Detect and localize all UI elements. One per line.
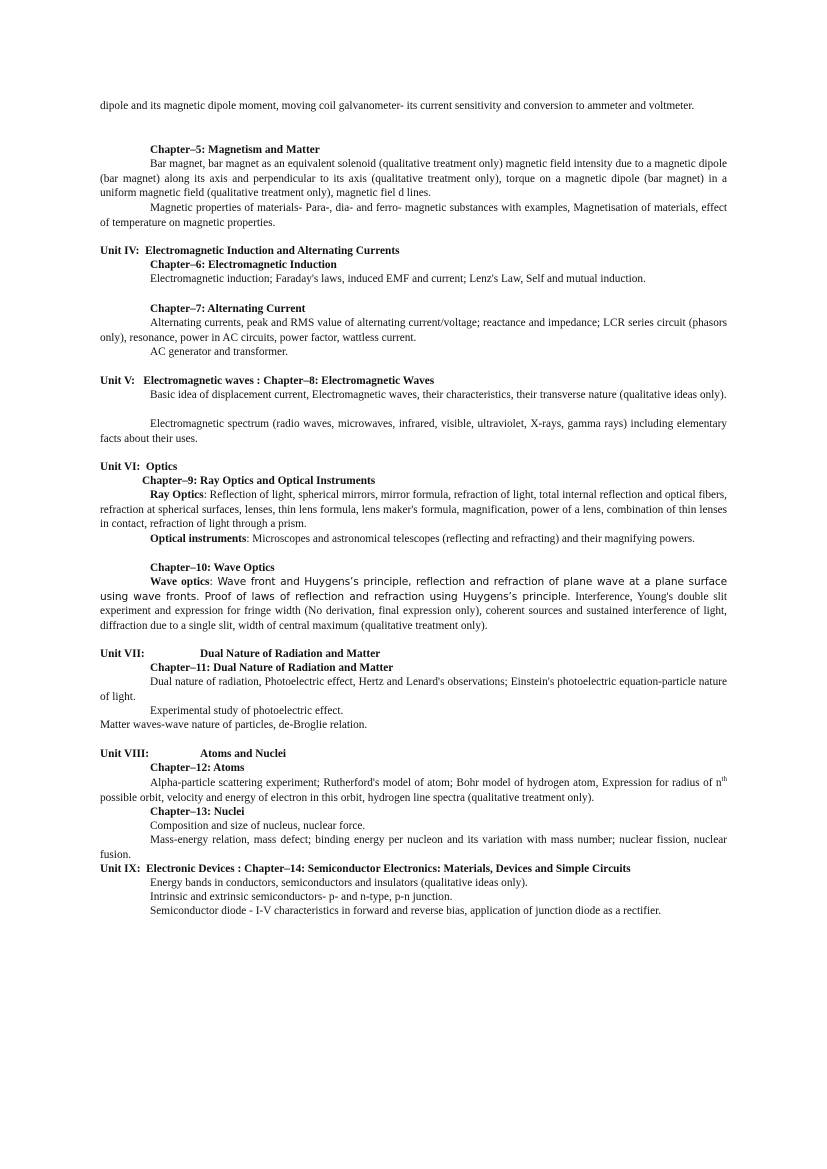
unit-5-paragraph-2: Electromagnetic spectrum (radio waves, microwaves, infrared, visible, ultraviolet, X-rays, gamma rays) including elementary facts about their uses. xyxy=(100,418,727,445)
unit-7-title: Dual Nature of Radiation and Matter xyxy=(200,648,381,660)
chapter-6-text: Electromagnetic induction; Faraday's laws, induced EMF and current; Lenz's Law, Self and mutual induction. xyxy=(150,273,646,285)
unit-9-line-3: Semiconductor diode - I-V characteristics in forward and reverse bias, application of junction diode as a rectifier. xyxy=(150,905,662,917)
unit-8-title: Atoms and Nuclei xyxy=(200,748,286,760)
chapter-11-title: Chapter–11: Dual Nature of Radiation and Matter xyxy=(150,662,394,674)
wave-optics-text-a: : Wave front and Huygens’s principle, reflection and refraction of plane wave at a plane surface using wave fronts. Proof of laws of reflection and refraction using Huygens’s principle. xyxy=(100,576,728,603)
intro-paragraph: dipole and its magnetic dipole moment, moving coil galvanometer- its current sensitivity and conversion to ammeter and voltmeter. xyxy=(100,100,695,112)
optical-instruments-paragraph xyxy=(100,532,727,547)
chapter-11-paragraph-2: Experimental study of photoelectric effect. xyxy=(150,705,344,717)
chapter-12-text-b: possible orbit, velocity and energy of electron in this orbit, hydrogen line spectra (qualitative treatment only). xyxy=(100,791,595,804)
chapter-7-paragraph-2: AC generator and transformer. xyxy=(150,346,289,358)
chapter-13-title: Chapter–13: Nuclei xyxy=(150,806,245,818)
unit-7-label: Unit VII: xyxy=(100,648,145,660)
unit-9-line-2: Intrinsic and extrinsic semiconductors- p- and n-type, p-n junction. xyxy=(150,891,453,903)
chapter-13-paragraph-2: Mass-energy relation, mass defect; binding energy per nucleon and its variation with mass number; nuclear fission, nuclear fusion. xyxy=(100,834,727,861)
unit-5-heading: Unit V: Electromagnetic waves : Chapter–8: Electromagnetic Waves xyxy=(100,375,435,387)
chapter-5-title: Chapter–5: Magnetism and Matter xyxy=(150,144,320,156)
chapter-7-title: Chapter–7: Alternating Current xyxy=(150,303,306,315)
chapter-5-paragraph-1: Bar magnet, bar magnet as an equivalent solenoid (qualitative treatment only) magnetic field intensity due to a magnetic dipole (bar magnet) along its axis and perpendicular to its axis (qualitative treatment only), torque on a magnetic dipole (bar magnet) in a uniform magnetic field (qualitative treatment only), magnetic fiel d lines. xyxy=(100,158,727,199)
chapter-11-paragraph-3: Matter waves-wave nature of particles, de-Broglie relation. xyxy=(100,719,368,731)
ray-optics-text: : Reflection of light, spherical mirrors, mirror formula, refraction of light, total internal reflection and optical fibers, refraction at spherical surfaces, lenses, thin lens formula, lens maker's formula, magnification, power of a lens, combination of thin lenses in contact, refraction of light through a prism. xyxy=(100,489,727,530)
unit-5-paragraph-1: Basic idea of displacement current, Electromagnetic waves, their characteristics, their transverse nature (qualitative ideas only). xyxy=(150,389,727,401)
wave-optics-paragraph xyxy=(100,575,727,633)
ray-optics-label: Ray Optics xyxy=(150,489,204,501)
optical-instruments-text: : Microscopes and astronomical telescopes (reflecting and refracting) and their magnifying powers. xyxy=(246,533,695,545)
unit-8-label: Unit VIII: xyxy=(100,748,150,760)
chapter-13-paragraph-1: Composition and size of nucleus, nuclear force. xyxy=(150,820,366,832)
unit-6-heading: Unit VI: Optics xyxy=(100,461,178,473)
chapter-11-paragraph-1: Dual nature of radiation, Photoelectric effect, Hertz and Lenard's observations; Einstein's photoelectric equation-particle nature of light. xyxy=(100,676,727,703)
optical-instruments-label: Optical instruments xyxy=(150,533,247,545)
chapter-9-title: Chapter–9: Ray Optics and Optical Instruments xyxy=(142,475,376,487)
unit-9-line-1: Energy bands in conductors, semiconductors and insulators (qualitative ideas only). xyxy=(150,877,528,889)
chapter-12-paragraph xyxy=(100,776,727,805)
chapter-12-text-a: Alpha-particle scattering experiment; Rutherford's model of atom; Bohr model of hydrogen atom, Expression for radius of n xyxy=(150,777,722,789)
chapter-5-paragraph-2: Magnetic properties of materials- Para-, dia- and ferro- magnetic substances with examples, Magnetisation of materials, effect of temperature on magnetic properties. xyxy=(100,202,727,229)
ray-optics-paragraph xyxy=(100,488,727,532)
chapter-10-title: Chapter–10: Wave Optics xyxy=(150,562,275,574)
chapter-12-title: Chapter–12: Atoms xyxy=(150,762,245,774)
chapter-12-superscript: th xyxy=(721,775,727,784)
wave-optics-label: Wave optics xyxy=(150,576,210,588)
wave-optics-text-b: Interference, Young's double slit experiment and expression for fringe width (No derivation, final expression only), coherent sources and sustained interference of light, diffraction due to a single slit, width of central maximum (qualitative treatment only). xyxy=(100,590,728,632)
unit-4-heading: Unit IV: Electromagnetic Induction and Alternating Currents xyxy=(100,245,400,257)
chapter-7-paragraph-1: Alternating currents, peak and RMS value of alternating current/voltage; reactance and impedance; LCR series circuit (phasors only), resonance, power in AC circuits, power factor, wattless current. xyxy=(100,317,727,344)
unit-9-heading: Unit IX: Electronic Devices : Chapter–14: Semiconductor Electronics: Materials, Devices and Simple Circuits xyxy=(100,863,631,875)
chapter-6-title: Chapter–6: Electromagnetic Induction xyxy=(150,259,337,271)
